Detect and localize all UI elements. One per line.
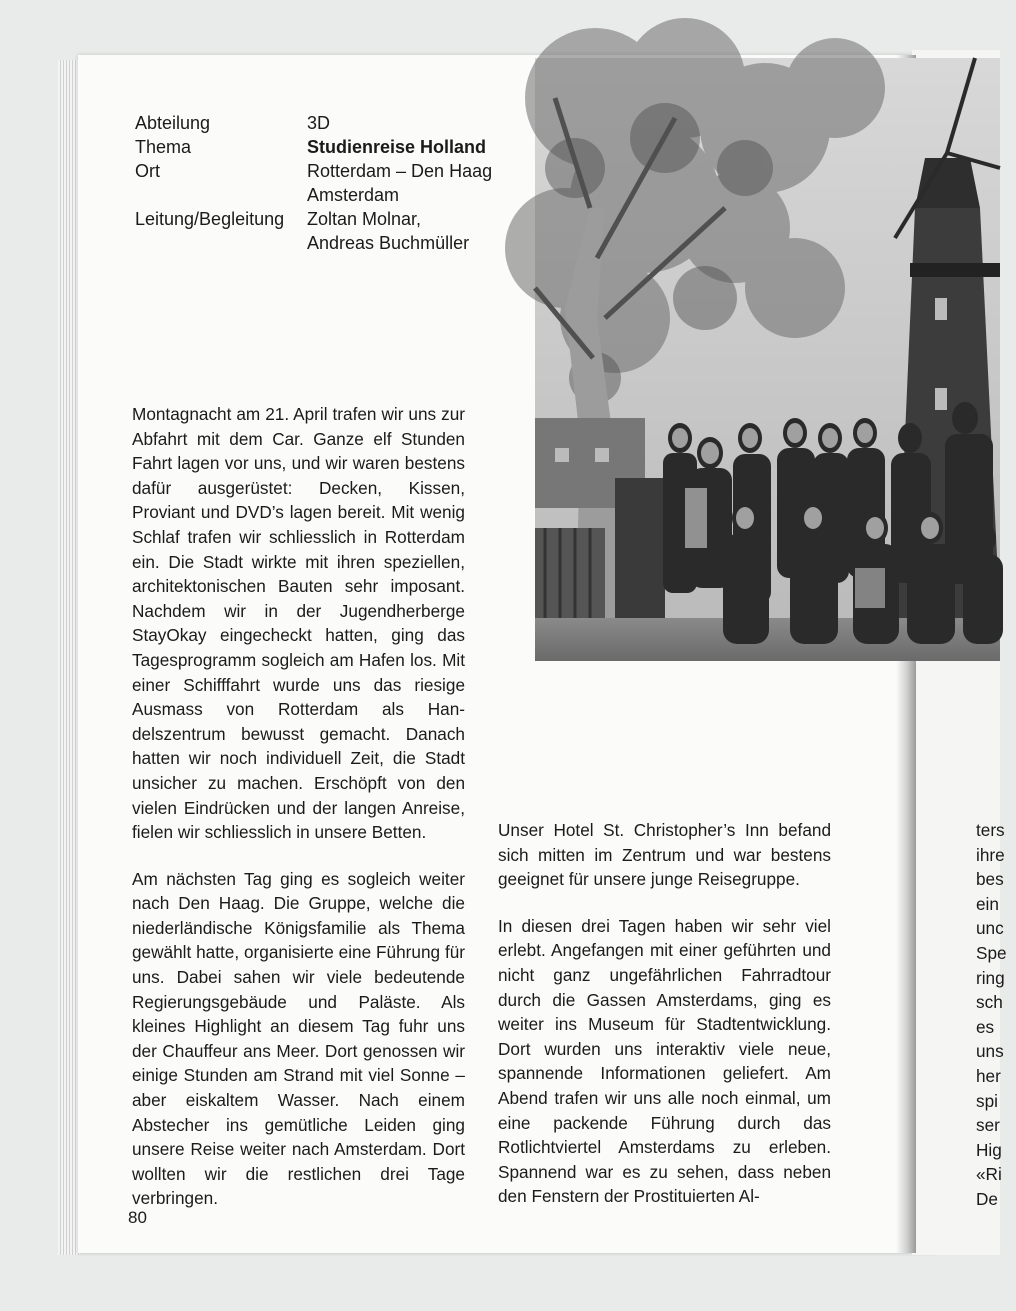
right-page-text-fragments [976,818,1016,1212]
fragment-line: uns [976,1041,1004,1062]
info-row-lead-cont [135,231,527,255]
page-stack-edge [58,60,80,1255]
fragment-line: spi [976,1090,998,1111]
info-value: 3D [307,113,331,133]
fragment-line: her [976,1065,1001,1086]
fragment-line: unc [976,918,1004,939]
fragment-line: es [976,1016,995,1037]
info-row-place-cont [135,183,527,207]
info-row-lead [135,207,527,231]
paragraph: In diesen drei Tagen haben wir sehr viel erlebt. Angefangen mit einer geführten und nicht ganz ungefährlichen Fahrradtour durch die Gassen Amsterdams, ging es weiter ins Museum für Stadtentwicklung. Dort wurden uns interaktiv viele neue, spannende Informationen geliefert. Am Abend trafen wir uns alle noch einmal, um eine packende Führung durch das Rotlichtviertel Amsterdams zu erleben. Spannend war es zu sehen, dass neben den Fenstern der Prostituierten Al- [498,915,831,1207]
fragment-line: Spe [976,942,1007,963]
info-label: Ort [135,161,160,181]
fragment-line: De [976,1188,998,1209]
info-row-place [135,159,527,183]
info-label: Leitung/Begleitung [135,209,285,229]
info-value: Rotterdam – Den Haag [307,161,493,181]
info-value: Amsterdam [307,185,400,205]
page-number: 80 [128,1208,147,1227]
fragment-line: ihre [976,844,1005,865]
fragment-line: ters [976,820,1005,840]
info-label [135,231,307,255]
fragment-line: ein [976,893,999,914]
info-value: Andreas Buchmüller [307,233,470,253]
article-column-1 [132,402,465,1233]
fragment-line: Hig [976,1139,1002,1160]
article-column-2 [498,818,831,1231]
fragment-line: «Ri [976,1164,1002,1185]
info-row-department [135,111,527,135]
info-value-title: Studienreise Holland [307,137,487,157]
info-label: Abteilung [135,113,211,133]
fragment-line: ser [976,1115,1000,1136]
fragment-line: sch [976,992,1003,1013]
info-label: Thema [135,137,192,157]
paragraph: Montagnacht am 21. April trafen wir uns zur Abfahrt mit dem Car. Ganze elf Stunden Fahrt lagen vor uns, und wir waren bestens dafür ausgerüstet: Decken, Kissen, Proviant und DVD’s lagen bereit. Mit wenig Schlaf trafen wir schliesslich in Rotterdam ein. Die Stadt wirkte mit ihren speziellen, architektonischen Bauten sehr imposant. Nachdem wir in der Jugendherberge StayOkay eingecheckt hatten, ging das Tagesprogramm sogleich am Hafen los. Mit einer Schifffahrt wurde uns das riesige Ausmass von Rotterdam als Handelszentrum bewusst gemacht. Danach hatten wir noch individuell Zeit, die Stadt unsicher zu machen. Erschöpft von den vielen Eindrücken und der langen Anreise, fielen wir schliesslich in unsere Betten. [132,404,465,843]
fragment-line: ring [976,967,1005,988]
info-table [135,111,527,255]
paragraph: Am nächsten Tag ging es sogleich weiter nach Den Haag. Die Gruppe, welche die niederländische Königsfamilie als Thema gewählt hatte, organisierte eine Führung für uns. Dabei sahen wir viele bedeutende Regierungsgebäude und Paläste. Als kleines Highlight an diesem Tag fuhr uns der Chauffeur ans Meer. Dort genossen wir einige Stunden am Strand mit viel Sonne – aber eiskaltem Wasser. Nach einem Abstecher ins gemütliche Leiden ging unsere Reise weiter nach Amsterdam. Dort wollten wir die restlichen drei Tage verbringen. [132,868,465,1209]
group-photo-windmill [535,58,1000,661]
info-label [135,183,307,207]
info-value: Zoltan Molnar, [307,209,422,229]
info-row-topic [135,135,527,159]
paragraph: Unser Hotel St. Christopher’s Inn befand sich mitten im Zentrum und war bestens geeignet für unsere junge Reisegruppe. [498,820,831,890]
fragment-line: bes [976,869,1004,890]
